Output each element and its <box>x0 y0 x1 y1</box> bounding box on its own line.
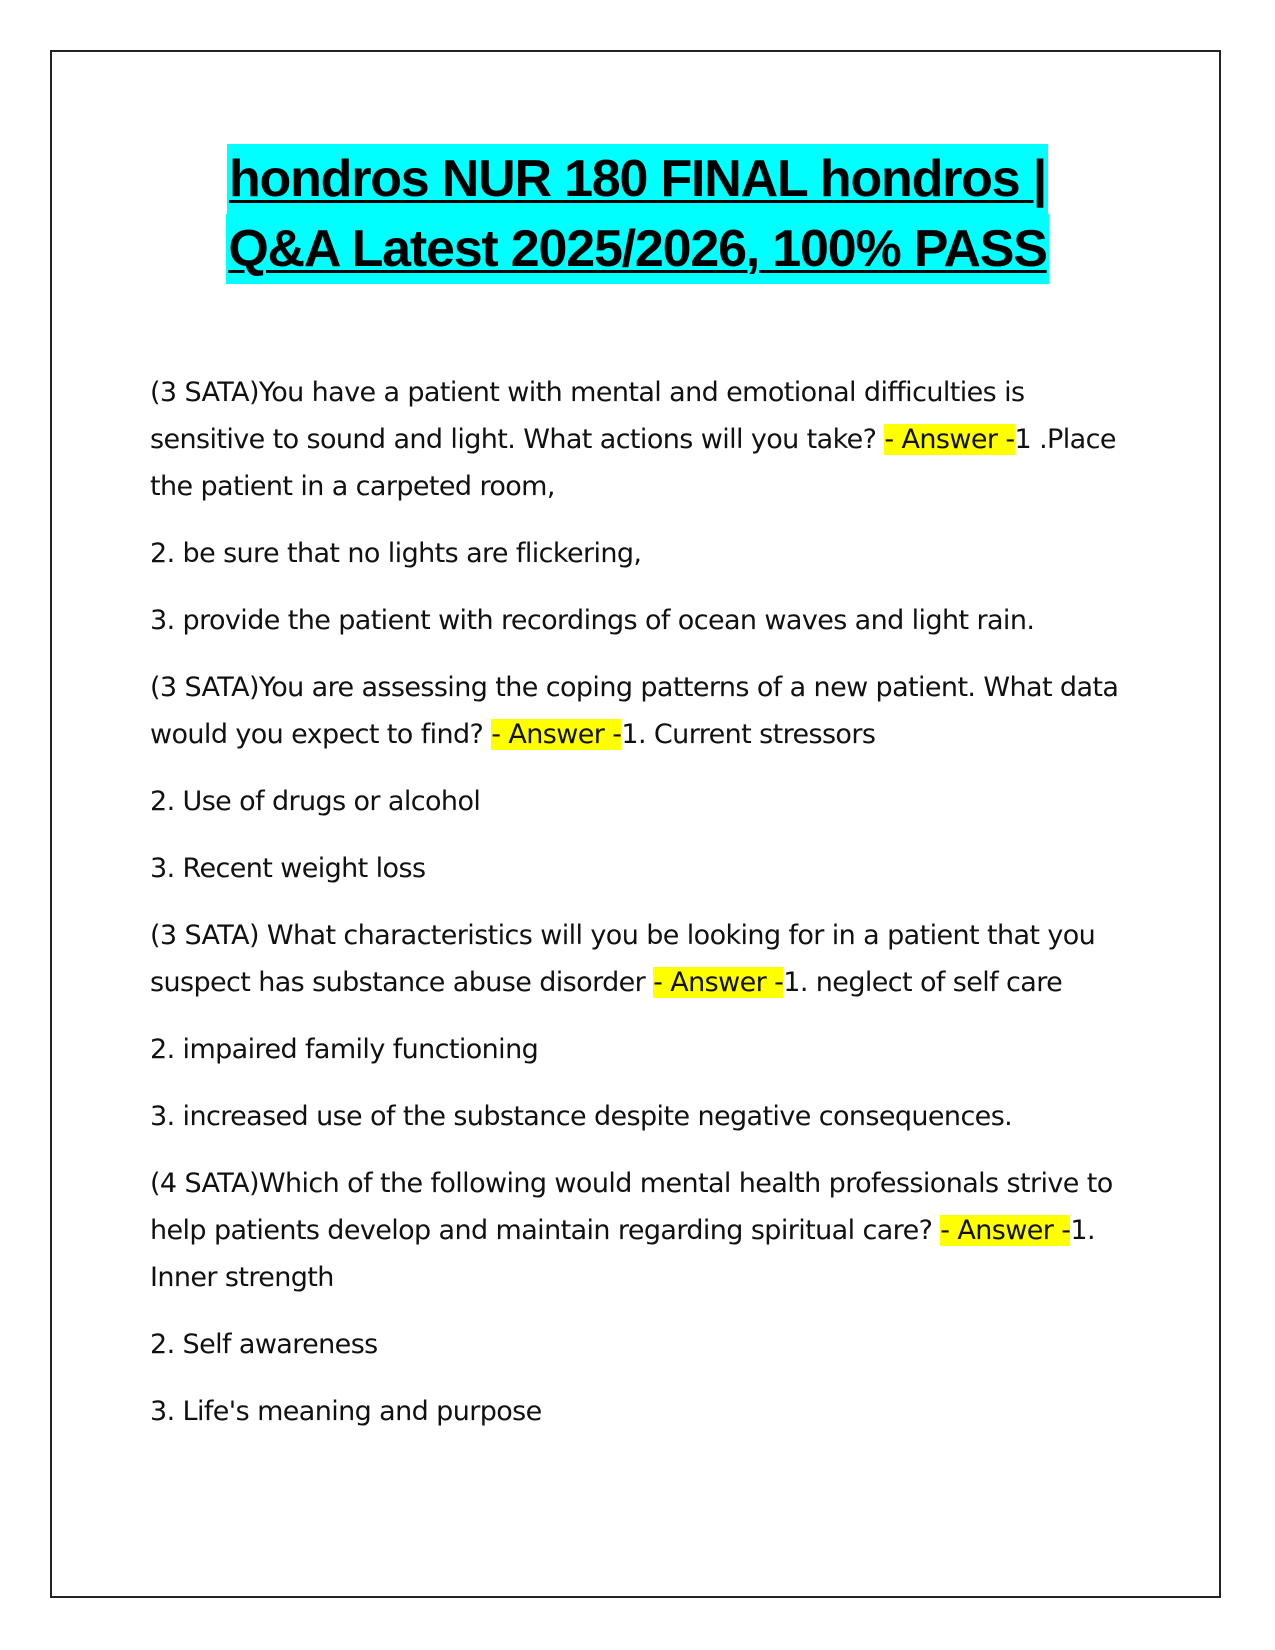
question-text: (3 SATA)You have a patient with mental and emotional difficulties is sensitive to sound and light. What actions will you take? <box>150 377 1025 455</box>
answer-item: 3. increased use of the substance despite negative consequences. <box>150 1101 1013 1132</box>
answer-marker: - Answer - <box>491 719 622 750</box>
qa-content <box>150 369 1140 1455</box>
answer-item: 3. provide the patient with recordings of ocean waves and light rain. <box>150 605 1035 636</box>
answer-item: 2. Use of drugs or alcohol <box>150 786 481 817</box>
answer-item: 3. Recent weight loss <box>150 853 426 884</box>
title-line-2: Q&A Latest 2025/2026, 100% PASS <box>226 214 1048 284</box>
answer-marker: - Answer - <box>884 424 1015 455</box>
question-text: (3 SATA)You are assessing the coping patterns of a new patient. What data would you expect to find? <box>150 672 1119 750</box>
qa-question-paragraph <box>150 1160 1140 1301</box>
answer-first-item: 1. Inner strength <box>150 1215 1095 1293</box>
answer-first-item: 1. Current stressors <box>621 719 876 750</box>
document-title <box>0 144 1275 284</box>
answer-item: 3. Life's meaning and purpose <box>150 1396 542 1427</box>
answer-item: 2. impaired family functioning <box>150 1034 539 1065</box>
answer-first-item: 1. neglect of self care <box>783 967 1063 998</box>
question-text: (4 SATA)Which of the following would mental health professionals strive to help patients develop and maintain regarding spiritual care? <box>150 1168 1113 1246</box>
qa-question-paragraph <box>150 369 1140 510</box>
answer-marker: - Answer - <box>940 1215 1071 1246</box>
answer-first-item: 1 .Place the patient in a carpeted room, <box>150 424 1116 502</box>
qa-question-paragraph <box>150 664 1140 758</box>
answer-marker: - Answer - <box>653 967 784 998</box>
title-line-1: hondros NUR 180 FINAL hondros | <box>227 144 1048 214</box>
answer-item: 2. Self awareness <box>150 1329 378 1360</box>
question-text: (3 SATA) What characteristics will you be looking for in a patient that you suspect has substance abuse disorder <box>150 920 1096 998</box>
answer-item: 2. be sure that no lights are flickering, <box>150 538 642 569</box>
qa-question-paragraph <box>150 912 1140 1006</box>
